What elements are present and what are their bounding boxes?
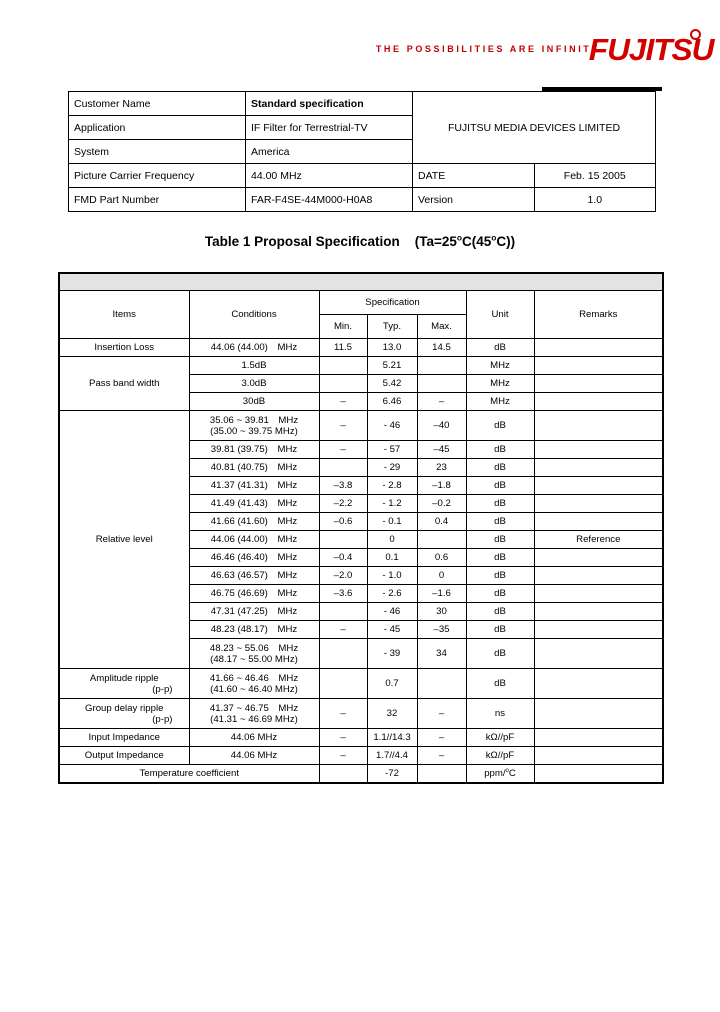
row-condition-line1: 35.06 ~ 39.81 MHz (209, 414, 299, 426)
row-max: –1.8 (417, 477, 466, 495)
row-min: – (319, 411, 367, 441)
row-condition (189, 699, 319, 729)
row-min: –0.6 (319, 513, 367, 531)
row-typ: - 29 (367, 459, 417, 477)
row-condition (189, 411, 319, 441)
row-remarks (534, 549, 663, 567)
row-item-sublabel: (p-p) (152, 713, 173, 725)
row-unit: dB (466, 531, 534, 549)
row-item-input-impedance: Input Impedance (59, 729, 189, 747)
cond-mid: C(45 (461, 234, 492, 249)
header-value-fmd-part-number: FAR-F4SE-44M000-H0A8 (246, 188, 413, 212)
row-remarks (534, 357, 663, 375)
row-min: –3.8 (319, 477, 367, 495)
gray-spacer-cell (59, 273, 663, 291)
row-condition: 41.66 (41.60) MHz (189, 513, 319, 531)
row-unit: kΩ//pF (466, 729, 534, 747)
row-max: – (417, 699, 466, 729)
row-remarks (534, 699, 663, 729)
row-typ: 5.42 (367, 375, 417, 393)
degree-icon: o (505, 767, 509, 774)
row-condition-line2: (41.31 ~ 46.69 MHz) (210, 713, 298, 725)
row-typ: 0 (367, 531, 417, 549)
row-typ: 1.1//14.3 (367, 729, 417, 747)
row-min (319, 639, 367, 669)
row-max: –35 (417, 621, 466, 639)
row-unit: dB (466, 549, 534, 567)
row-min: – (319, 729, 367, 747)
header-value-standard-specification: Standard specification (246, 92, 413, 116)
row-remarks (534, 729, 663, 747)
row-typ: - 1.0 (367, 567, 417, 585)
row-condition: 44.06 MHz (189, 747, 319, 765)
cond-degree-2: o (491, 232, 497, 243)
row-unit-temperature (466, 765, 534, 783)
row-condition: 1.5dB (189, 357, 319, 375)
header-row-fmd-part-number (69, 188, 656, 212)
row-min (319, 375, 367, 393)
row-max: – (417, 393, 466, 411)
brand-header (0, 28, 720, 80)
column-header-specification: Specification (319, 291, 466, 315)
row-condition: 41.37 (41.31) MHz (189, 477, 319, 495)
row-condition: 46.75 (46.69) MHz (189, 585, 319, 603)
row-typ: - 45 (367, 621, 417, 639)
row-min: – (319, 441, 367, 459)
unit-prefix: ppm/ (484, 767, 506, 779)
row-max: – (417, 729, 466, 747)
row-min (319, 459, 367, 477)
row-max (417, 765, 466, 783)
row-max: –1.6 (417, 585, 466, 603)
page-title-main: Table 1 Proposal Specification (204, 234, 400, 249)
column-header-items: Items (59, 291, 189, 339)
header-label-version: Version (413, 188, 535, 212)
document-header-table (68, 91, 656, 212)
row-typ: -72 (367, 765, 417, 783)
row-unit: dB (466, 495, 534, 513)
fujitsu-logo-dot-icon (690, 29, 701, 40)
row-remarks (534, 747, 663, 765)
row-remarks (534, 621, 663, 639)
table-row (59, 357, 663, 375)
row-remarks (534, 585, 663, 603)
row-unit: dB (466, 585, 534, 603)
row-remarks (534, 411, 663, 441)
header-label-picture-carrier-frequency: Picture Carrier Frequency (69, 164, 246, 188)
cond-suffix: C)) (496, 234, 516, 249)
row-unit: dB (466, 669, 534, 699)
row-remarks (534, 603, 663, 621)
row-unit: dB (466, 411, 534, 441)
row-unit: dB (466, 513, 534, 531)
row-remarks (534, 639, 663, 669)
row-max: 34 (417, 639, 466, 669)
column-header-conditions: Conditions (189, 291, 319, 339)
row-typ: - 46 (367, 411, 417, 441)
header-label-date: DATE (413, 164, 535, 188)
column-header-unit: Unit (466, 291, 534, 339)
row-typ: - 39 (367, 639, 417, 669)
header-label-customer-name: Customer Name (69, 92, 246, 116)
row-min (319, 531, 367, 549)
column-header-min: Min. (319, 315, 367, 339)
row-max (417, 669, 466, 699)
row-typ: - 1.2 (367, 495, 417, 513)
row-min (319, 765, 367, 783)
row-min (319, 669, 367, 699)
row-typ: 0.1 (367, 549, 417, 567)
row-unit: dB (466, 567, 534, 585)
row-unit: dB (466, 441, 534, 459)
row-condition: 30dB (189, 393, 319, 411)
row-unit: MHz (466, 393, 534, 411)
row-unit: dB (466, 603, 534, 621)
row-max (417, 375, 466, 393)
header-label-fmd-part-number: FMD Part Number (69, 188, 246, 212)
page-title (0, 234, 720, 249)
row-item-insertion-loss: Insertion Loss (59, 339, 189, 357)
row-unit: dB (466, 621, 534, 639)
row-item-relative-level: Relative level (59, 411, 189, 669)
row-min (319, 357, 367, 375)
row-condition-line1: 41.66 ~ 46.46 MHz (209, 672, 299, 684)
row-unit: dB (466, 477, 534, 495)
row-min: –3.6 (319, 585, 367, 603)
header-company-name: FUJITSU MEDIA DEVICES LIMITED (413, 92, 656, 164)
column-header-typ: Typ. (367, 315, 417, 339)
row-min: –2.0 (319, 567, 367, 585)
row-typ: 32 (367, 699, 417, 729)
row-unit: ns (466, 699, 534, 729)
table-row (59, 747, 663, 765)
specification-table (58, 272, 662, 784)
row-max: 23 (417, 459, 466, 477)
header-value-system: America (246, 140, 413, 164)
row-typ: 1.7//4.4 (367, 747, 417, 765)
table-row (59, 339, 663, 357)
row-condition: 48.23 (48.17) MHz (189, 621, 319, 639)
header-value-date: Feb. 15 2005 (534, 164, 656, 188)
row-condition-line2: (35.00 ~ 39.75 MHz) (210, 425, 298, 437)
page-title-condition (415, 234, 515, 249)
row-min: – (319, 393, 367, 411)
row-typ: - 2.6 (367, 585, 417, 603)
row-max: –0.2 (417, 495, 466, 513)
row-max: 0.6 (417, 549, 466, 567)
row-min: – (319, 621, 367, 639)
row-max: 0 (417, 567, 466, 585)
row-remarks (534, 495, 663, 513)
row-max: –45 (417, 441, 466, 459)
row-remarks-reference: Reference (534, 531, 663, 549)
table-row (59, 765, 663, 783)
row-remarks (534, 513, 663, 531)
header-row-customer-name (69, 92, 656, 116)
row-condition: 46.46 (46.40) MHz (189, 549, 319, 567)
row-condition: 46.63 (46.57) MHz (189, 567, 319, 585)
fujitsu-tagline: THE POSSIBILITIES ARE INFINITE (375, 44, 600, 54)
row-max: –40 (417, 411, 466, 441)
row-condition: 44.06 (44.00) MHz (189, 531, 319, 549)
header-label-application: Application (69, 116, 246, 140)
row-item-label: Group delay ripple (85, 702, 164, 714)
row-typ: 0.7 (367, 669, 417, 699)
row-condition-line1: 41.37 ~ 46.75 MHz (209, 702, 299, 714)
table-gray-spacer-row (59, 273, 663, 291)
row-min: –2.2 (319, 495, 367, 513)
row-typ: 13.0 (367, 339, 417, 357)
row-remarks (534, 459, 663, 477)
cond-degree-1: o (456, 232, 462, 243)
row-item-temperature-coefficient: Temperature coefficient (59, 765, 319, 783)
row-item-sublabel: (p-p) (152, 683, 173, 695)
row-remarks (534, 375, 663, 393)
row-typ: - 2.8 (367, 477, 417, 495)
row-condition-line1: 48.23 ~ 55.06 MHz (209, 642, 299, 654)
row-item-group-delay-ripple (59, 699, 189, 729)
row-min: – (319, 747, 367, 765)
row-item-pass-band-width: Pass band width (59, 357, 189, 411)
row-condition: 3.0dB (189, 375, 319, 393)
unit-suffix: C (508, 767, 516, 779)
row-typ: - 57 (367, 441, 417, 459)
row-min: – (319, 699, 367, 729)
row-typ: - 0.1 (367, 513, 417, 531)
row-remarks (534, 765, 663, 783)
row-max: 14.5 (417, 339, 466, 357)
table-row (59, 411, 663, 441)
row-typ: 6.46 (367, 393, 417, 411)
row-condition (189, 639, 319, 669)
row-condition: 39.81 (39.75) MHz (189, 441, 319, 459)
table-row (59, 669, 663, 699)
table-row (59, 699, 663, 729)
row-condition (189, 669, 319, 699)
row-item-amplitude-ripple (59, 669, 189, 699)
row-item-output-impedance: Output Impedance (59, 747, 189, 765)
row-condition: 44.06 MHz (189, 729, 319, 747)
row-max: 30 (417, 603, 466, 621)
row-remarks (534, 669, 663, 699)
row-remarks (534, 339, 663, 357)
row-unit: kΩ//pF (466, 747, 534, 765)
row-condition-line2: (41.60 ~ 46.40 MHz) (210, 683, 298, 695)
cond-prefix: (Ta=25 (414, 234, 457, 249)
table-header-row-1 (59, 291, 663, 315)
row-item-label: Amplitude ripple (89, 672, 159, 684)
row-unit: MHz (466, 357, 534, 375)
row-remarks (534, 477, 663, 495)
row-min: 11.5 (319, 339, 367, 357)
row-max (417, 357, 466, 375)
row-unit: dB (466, 459, 534, 477)
row-unit: MHz (466, 375, 534, 393)
row-condition: 44.06 (44.00) MHz (189, 339, 319, 357)
row-condition-line2: (48.17 ~ 55.00 MHz) (210, 653, 298, 665)
row-min (319, 603, 367, 621)
column-header-max: Max. (417, 315, 466, 339)
row-remarks (534, 441, 663, 459)
row-typ: 5.21 (367, 357, 417, 375)
table-row (59, 729, 663, 747)
row-unit: dB (466, 639, 534, 669)
row-max (417, 531, 466, 549)
row-max: 0.4 (417, 513, 466, 531)
row-condition: 41.49 (41.43) MHz (189, 495, 319, 513)
column-header-remarks: Remarks (534, 291, 663, 339)
row-remarks (534, 567, 663, 585)
row-condition: 47.31 (47.25) MHz (189, 603, 319, 621)
row-min: –0.4 (319, 549, 367, 567)
header-value-picture-carrier-frequency: 44.00 MHz (246, 164, 413, 188)
header-top-accent-bar (542, 87, 662, 91)
fujitsu-logo: FUJITSU (588, 32, 714, 67)
row-typ: - 46 (367, 603, 417, 621)
header-value-application: IF Filter for Terrestrial-TV (246, 116, 413, 140)
header-value-version: 1.0 (534, 188, 656, 212)
row-remarks (534, 393, 663, 411)
row-condition: 40.81 (40.75) MHz (189, 459, 319, 477)
header-label-system: System (69, 140, 246, 164)
row-max: – (417, 747, 466, 765)
header-row-picture-carrier-frequency (69, 164, 656, 188)
row-unit: dB (466, 339, 534, 357)
